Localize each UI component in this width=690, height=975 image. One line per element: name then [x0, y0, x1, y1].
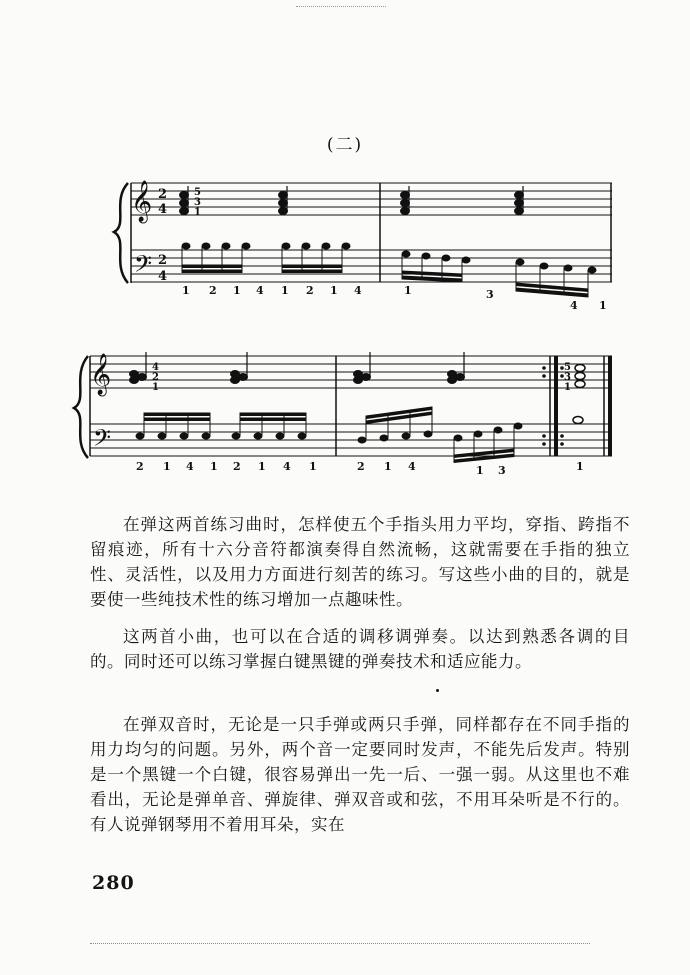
chord-note-group	[180, 186, 189, 215]
finger-number: 1	[309, 460, 317, 473]
bottom-scan-mark	[90, 943, 590, 945]
sixteenth-group	[516, 259, 596, 297]
sixteenth-group	[136, 413, 210, 439]
system1-time-bottom: 4	[158, 202, 168, 217]
system1-treble-chords	[180, 186, 524, 215]
finger-number: 1	[182, 284, 190, 297]
finger-number: 4	[186, 460, 194, 473]
sixteenth-group	[454, 423, 522, 463]
sixteenth-group	[358, 407, 432, 443]
chord-note-group	[401, 186, 410, 215]
paragraph-2: 这两首小曲，也可以在合适的调移调弹奏。以达到熟悉各调的目的。同时还可以练习掌握白键黑键的弹奏技术和适应能力。	[90, 627, 630, 671]
chord-fingering: 3	[194, 197, 201, 208]
dyad-note-group	[130, 352, 147, 384]
system2-treble-clef: 𝄞	[90, 354, 112, 395]
sixteenth-group	[232, 413, 306, 439]
dyad-note-group	[231, 352, 248, 384]
repeat-dots	[542, 366, 564, 446]
finger-number: 1	[330, 284, 338, 297]
system1-bass-time-top: 2	[158, 253, 168, 268]
system2-bass-fingering	[136, 460, 584, 477]
finger-number: 1	[281, 284, 289, 297]
system2-treble-chords	[130, 352, 586, 388]
final-bass-note	[573, 417, 583, 424]
finger-number: 1	[576, 460, 584, 473]
system2-bass-notes	[136, 407, 583, 463]
chord-fingering: 1	[152, 382, 159, 393]
finger-number: 1	[258, 460, 266, 473]
finger-number: 1	[210, 460, 218, 473]
page-number: 280	[92, 872, 135, 894]
paragraph-3: 在弹双音时，无论是一只手弹或两只手弹，同样都存在不同手指的用力均匀的问题。另外，两个音一定要同时发声，不能先后发声。特别是一个黑键一个白键，很容易弹出一先一后、一强一弱。从这里也不难看出，无论是弹单音、弹旋律、弹双音或和弦，不用耳朵听是不行的。有人说弹钢琴用不着用耳朵，实在	[90, 715, 630, 834]
dyad-note-group	[354, 352, 371, 384]
finger-number: 1	[476, 464, 484, 477]
chord-fingering: 1	[564, 382, 571, 393]
chord-fingering: 1	[194, 207, 201, 218]
section-title: (二)	[326, 135, 364, 155]
finger-number: 2	[306, 284, 314, 297]
system1-treble-staff	[131, 183, 612, 215]
finger-number: 2	[209, 284, 217, 297]
system1-brace	[114, 183, 128, 283]
system2-bass-clef: 𝄢	[93, 424, 112, 457]
finger-number: 1	[384, 460, 392, 473]
system1-bass-notes	[182, 243, 596, 297]
system1-bass-clef: 𝄢	[134, 250, 153, 283]
paragraph-1: 在弹这两首练习曲时，怎样使五个手指头用力平均，穿指、跨指不留痕迹，所有十六分音符都演奏得自然流畅，这就需要在手指的独立性、灵活性，以及用力方面进行刻苦的练习。写这些小曲的目的，就是要使一些纯技术性的练习增加一点趣味性。	[90, 515, 630, 609]
dyad-note-group	[448, 352, 465, 384]
chord-note-group	[515, 186, 524, 215]
finger-number: 2	[136, 460, 144, 473]
finger-number: 1	[599, 299, 607, 312]
finger-number: 4	[570, 299, 578, 312]
final-chord	[575, 365, 585, 388]
chord-note-group	[279, 186, 288, 215]
system1-treble-clef: 𝄞	[131, 181, 153, 222]
system2-bass-staff	[90, 424, 612, 456]
finger-number: 4	[408, 460, 416, 473]
chord-fingering: 5	[564, 362, 571, 373]
finger-number: 4	[283, 460, 291, 473]
chord-fingering: 2	[152, 372, 159, 383]
chord-fingering: 3	[564, 372, 571, 383]
finger-number: 1	[163, 460, 171, 473]
system2-brace	[74, 356, 88, 458]
finger-number: 1	[404, 284, 412, 297]
chord-fingering: 4	[152, 362, 159, 373]
system2-treble-staff	[90, 356, 612, 388]
chord-fingering: 5	[194, 187, 201, 198]
stray-dot	[436, 689, 439, 692]
system1-time-top: 2	[158, 187, 168, 202]
finger-number: 2	[357, 460, 365, 473]
finger-number: 1	[233, 284, 241, 297]
finger-number: 4	[354, 284, 362, 297]
finger-number: 4	[256, 284, 264, 297]
system1-bass-time-bottom: 4	[158, 269, 168, 284]
finger-number: 3	[486, 288, 494, 301]
finger-number: 2	[233, 460, 241, 473]
finger-number: 3	[498, 464, 506, 477]
